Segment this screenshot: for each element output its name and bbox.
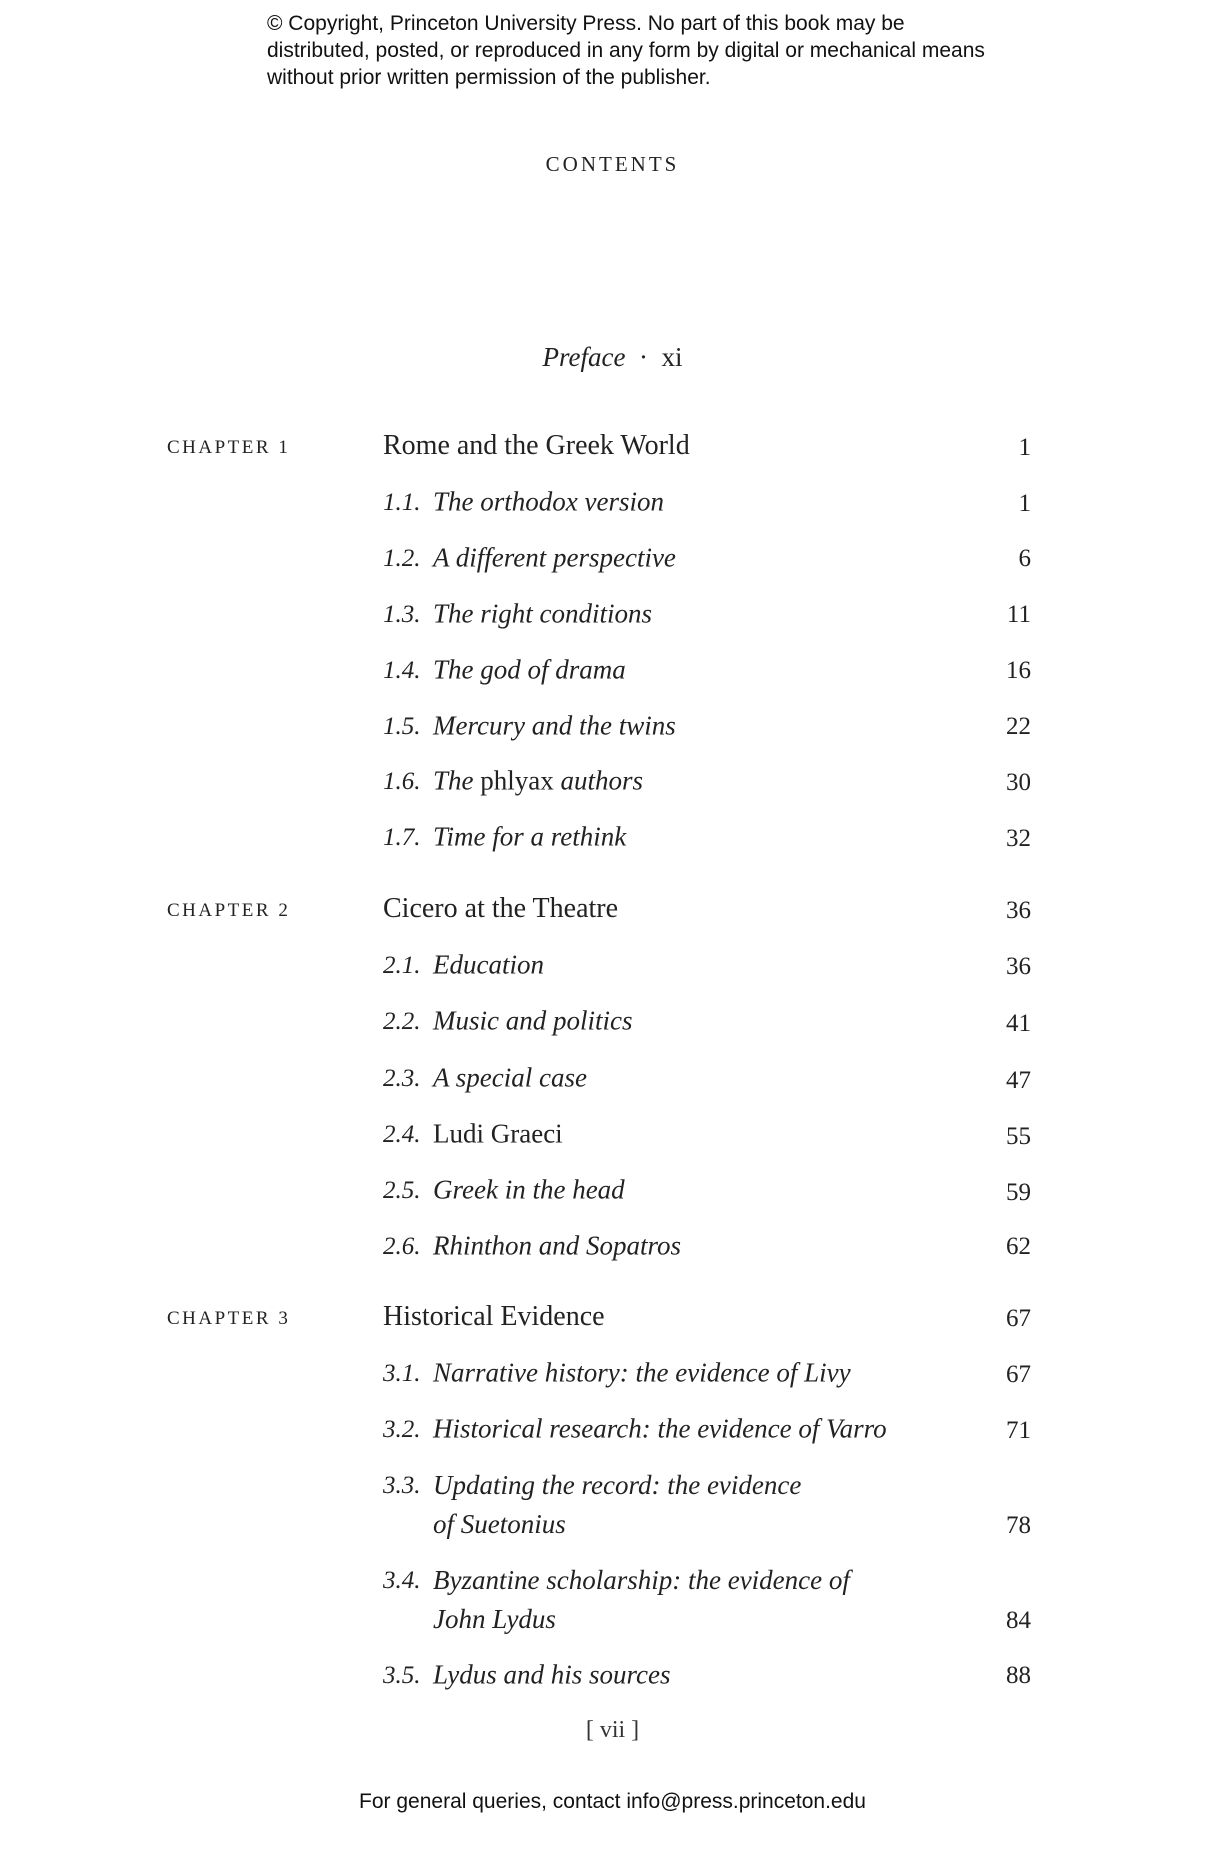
- section-title-line: Updating the record: the evidence: [433, 1470, 802, 1500]
- section-page: 6: [1018, 545, 1031, 572]
- chapter-title[interactable]: Rome and the Greek World: [383, 430, 690, 461]
- section-title[interactable]: Greek in the head: [433, 1174, 625, 1205]
- section-title[interactable]: A different perspective: [433, 542, 676, 573]
- section-page: 11: [1006, 601, 1031, 628]
- section-title-roman: Ludi Graeci: [433, 1118, 563, 1149]
- section-number: 1.7.: [383, 824, 421, 851]
- section-title-part: The: [433, 765, 474, 796]
- section-number: 3.5.: [383, 1662, 421, 1689]
- section-page: 47: [1006, 1067, 1031, 1094]
- chapter-label: CHAPTER 3: [167, 1308, 291, 1329]
- section-number: 1.3.: [383, 601, 421, 628]
- section-title[interactable]: Music and politics: [433, 1005, 633, 1036]
- section-number: 3.4.: [383, 1567, 421, 1594]
- section-page: 59: [1006, 1179, 1031, 1206]
- section-title-line: John Lydus: [433, 1604, 556, 1634]
- preface-separator: ·: [638, 342, 648, 372]
- section-page: 88: [1006, 1662, 1031, 1689]
- section-number: 2.6.: [383, 1233, 421, 1260]
- section-title[interactable]: [433, 762, 643, 801]
- section-title-line: of Suetonius: [433, 1509, 566, 1539]
- contents-heading: CONTENTS: [545, 152, 680, 176]
- footer-contact[interactable]: For general queries, contact info@press.princeton.edu: [359, 1790, 866, 1813]
- section-page: 22: [1006, 713, 1031, 740]
- section-number: 2.1.: [383, 952, 421, 979]
- section-title[interactable]: The right conditions: [433, 598, 653, 629]
- section-title[interactable]: Education: [433, 949, 544, 980]
- section-number: 2.2.: [383, 1008, 421, 1035]
- section-title[interactable]: A special case: [433, 1062, 587, 1093]
- section-page: 62: [1006, 1233, 1031, 1260]
- section-page: 32: [1006, 825, 1031, 852]
- section-page: 71: [1006, 1417, 1031, 1444]
- chapter-page: 36: [1006, 897, 1031, 924]
- chapter-label: CHAPTER 1: [167, 437, 291, 458]
- section-title-line: Byzantine scholarship: the evidence of: [433, 1565, 850, 1595]
- chapter-page: 1: [1018, 434, 1031, 461]
- copyright-notice: © Copyright, Princeton University Press. No part of this book may be distributed, posted, or reproduced in any form by digital or mechanical means without prior written permission of the publisher.: [267, 12, 985, 89]
- section-title[interactable]: The god of drama: [433, 654, 626, 685]
- section-number: 1.5.: [383, 713, 421, 740]
- section-page: 84: [1006, 1607, 1031, 1634]
- section-page: 67: [1006, 1361, 1031, 1388]
- section-number: 2.3.: [383, 1065, 421, 1092]
- section-number: 1.1.: [383, 489, 421, 516]
- section-title[interactable]: [433, 1466, 801, 1544]
- section-number: 2.4.: [383, 1121, 421, 1148]
- section-title[interactable]: Lydus and his sources: [433, 1659, 671, 1690]
- section-title[interactable]: Narrative history: the evidence of Livy: [433, 1357, 851, 1388]
- section-number: 3.2.: [383, 1416, 421, 1443]
- section-page: 16: [1006, 657, 1031, 684]
- section-page: 55: [1006, 1123, 1031, 1150]
- section-title[interactable]: Rhinthon and Sopatros: [433, 1230, 682, 1261]
- section-number: 2.5.: [383, 1177, 421, 1204]
- chapter-label: CHAPTER 2: [167, 900, 291, 921]
- section-page: 30: [1006, 769, 1031, 796]
- section-number: 3.1.: [383, 1360, 421, 1387]
- section-page: 36: [1006, 953, 1031, 980]
- section-number: 1.4.: [383, 657, 421, 684]
- section-title[interactable]: Time for a rethink: [433, 821, 627, 852]
- section-title[interactable]: The orthodox version: [433, 486, 664, 517]
- preface-page: xi: [661, 342, 683, 372]
- chapter-title[interactable]: Historical Evidence: [383, 1301, 605, 1332]
- section-title-roman: phlyax: [480, 765, 554, 796]
- section-title[interactable]: Mercury and the twins: [433, 710, 676, 741]
- section-title[interactable]: [433, 1561, 850, 1639]
- section-number: 3.3.: [383, 1472, 421, 1499]
- section-page: 1: [1018, 490, 1031, 517]
- section-number: 1.2.: [383, 545, 421, 572]
- page-number: [ vii ]: [585, 1717, 640, 1743]
- section-title[interactable]: Historical research: the evidence of Varro: [433, 1413, 887, 1444]
- section-title-part: authors: [560, 765, 644, 796]
- preface-label: Preface: [542, 342, 626, 372]
- chapter-page: 67: [1006, 1305, 1031, 1332]
- section-number: 1.6.: [383, 768, 421, 795]
- section-page: 41: [1006, 1010, 1031, 1037]
- section-page: 78: [1006, 1512, 1031, 1539]
- section-title[interactable]: [433, 1115, 563, 1154]
- chapter-title[interactable]: Cicero at the Theatre: [383, 893, 619, 924]
